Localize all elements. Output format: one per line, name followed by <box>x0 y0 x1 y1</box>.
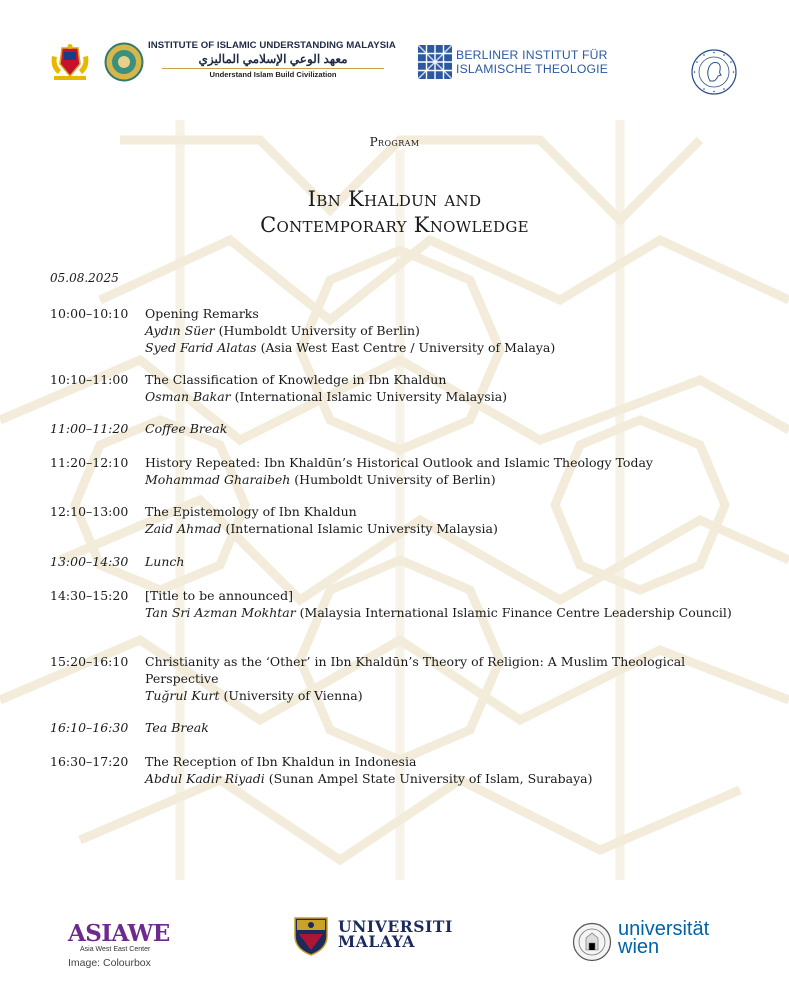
speaker-line <box>145 388 745 405</box>
ikim-tagline: Understand Islam Build Civilization <box>209 70 337 79</box>
program-label: Program <box>369 135 420 149</box>
speaker-affiliation: (Humboldt University of Berlin) <box>214 323 420 338</box>
speaker-name: Osman Bakar <box>145 389 231 404</box>
asiawe-wordmark: ASIAWE <box>68 920 170 947</box>
session-title: History Repeated: Ibn Khaldūn’s Historical Outlook and Islamic Theology Today <box>145 455 653 470</box>
speaker-line <box>145 520 745 537</box>
bigit-name-line2: ISLAMISCHE THEOLOGIE <box>456 62 609 76</box>
speaker-name: Tan Sri Azman Mokhtar <box>145 605 296 620</box>
session-title: [Title to be announced] <box>145 588 293 603</box>
speaker-name: Syed Farid Alatas <box>145 340 257 355</box>
speaker-affiliation: (Sunan Ampel State University of Islam, Surabaya) <box>264 771 593 786</box>
session-time: 12:10–13:00 <box>50 504 129 519</box>
ikim-seal-icon <box>104 42 144 82</box>
session-title: The Reception of Ibn Khaldun in Indonesia <box>145 754 417 769</box>
session-title: Coffee Break <box>145 421 228 436</box>
session-time: 16:10–16:30 <box>50 720 129 735</box>
session-title: The Classification of Knowledge in Ibn Khaldun <box>145 372 447 387</box>
speaker-line <box>145 604 745 621</box>
speaker-name: Mohammad Gharaibeh <box>145 472 291 487</box>
ikim-name-en: INSTITUTE OF ISLAMIC UNDERSTANDING MALAYSIA <box>148 40 396 51</box>
session-time: 10:00–10:10 <box>50 306 129 321</box>
speaker-line <box>145 471 745 488</box>
speaker-name: Tuğrul Kurt <box>145 688 220 703</box>
wien-name-line2: wien <box>618 936 660 958</box>
bigit-name-line1: BERLINER INSTITUT FÜR <box>456 48 608 62</box>
speaker-affiliation: (Humboldt University of Berlin) <box>290 472 496 487</box>
ikim-name-ar: معهد الوعي الإسلامي الماليزي <box>198 52 348 66</box>
session-time: 16:30–17:20 <box>50 754 129 769</box>
session-title: Lunch <box>145 554 185 569</box>
event-title-line1: Ibn Khaldun and <box>307 187 482 211</box>
speaker-affiliation: (University of Vienna) <box>219 688 363 703</box>
session-time: 15:20–16:10 <box>50 654 129 669</box>
bigit-logo <box>418 45 618 79</box>
speaker-line <box>145 770 745 787</box>
ikim-divider <box>162 68 384 69</box>
event-date: 05.08.2025 <box>50 271 119 285</box>
event-title-line2: Contemporary Knowledge <box>260 213 529 237</box>
wien-seal-icon <box>572 922 612 962</box>
session-title: Christianity as the ‘Other’ in Ibn Khaldūn’s Theory of Religion: A Muslim Theological Perspective <box>145 654 686 686</box>
session-title: The Epistemology of Ibn Khaldun <box>145 504 357 519</box>
image-credit: Image: Colourbox <box>68 957 151 969</box>
um-crest-icon <box>292 916 330 956</box>
speaker-line <box>145 339 745 356</box>
event-title <box>0 186 789 238</box>
speaker-name: Aydın Süer <box>145 323 215 338</box>
session-title: Opening Remarks <box>145 306 259 321</box>
session-title: Tea Break <box>145 720 209 735</box>
bigit-pattern-icon <box>418 45 452 79</box>
speaker-name: Zaid Ahmad <box>145 521 222 536</box>
session-time: 10:10–11:00 <box>50 372 129 387</box>
speaker-line <box>145 687 745 704</box>
speaker-name: Abdul Kadir Riyadi <box>145 771 265 786</box>
speaker-affiliation: (Asia West East Centre / University of Malaya) <box>256 340 556 355</box>
humboldt-seal-icon <box>690 48 738 96</box>
malaysia-coat-of-arms-icon <box>48 44 92 82</box>
um-name-line1: UNIVERSITI <box>338 917 453 936</box>
universiti-malaya-logo <box>292 916 492 958</box>
ikim-logo <box>48 40 398 84</box>
session-time: 11:20–12:10 <box>50 455 129 470</box>
universitat-wien-logo <box>572 920 752 962</box>
asiawe-logo <box>68 922 208 956</box>
asiawe-subtitle: Asia West East Center <box>80 946 151 953</box>
speaker-line <box>145 322 745 339</box>
um-name-line2: MALAYA <box>338 932 416 951</box>
session-time: 13:00–14:30 <box>50 554 129 569</box>
speaker-affiliation: (International Islamic University Malaysia) <box>221 521 498 536</box>
wien-name-line1: universität <box>618 918 710 940</box>
session-time: 11:00–11:20 <box>50 421 129 436</box>
session-time: 14:30–15:20 <box>50 588 129 603</box>
speaker-affiliation: (International Islamic University Malaysia) <box>230 389 508 404</box>
speaker-affiliation: (Malaysia International Islamic Finance Centre Leadership Council) <box>295 605 732 620</box>
